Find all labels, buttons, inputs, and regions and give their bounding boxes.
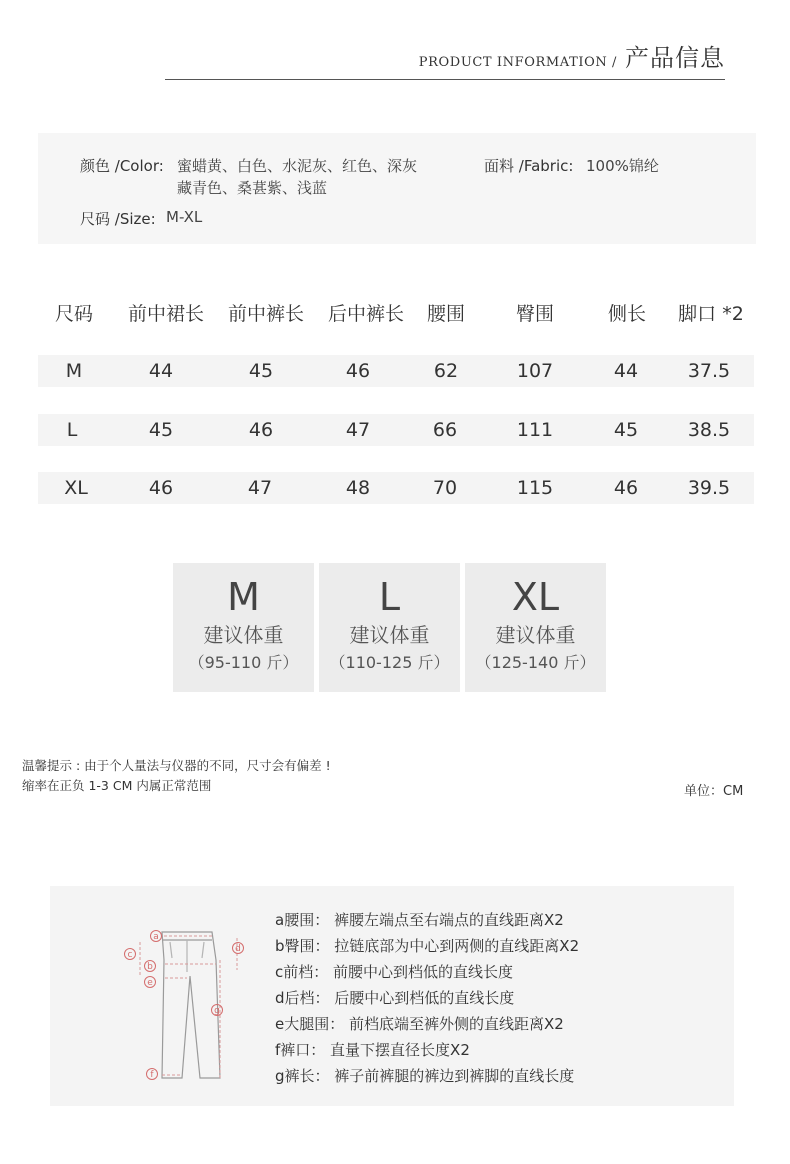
card-size: M bbox=[227, 575, 260, 619]
table-cell: 48 bbox=[345, 477, 371, 499]
table-cell: 107 bbox=[516, 360, 554, 382]
table-row bbox=[38, 414, 754, 446]
note-line-2: 缩率在正负 1-3 CM 内属正常范围 bbox=[22, 778, 212, 793]
card-size: L bbox=[378, 575, 401, 619]
size-value: M-XL bbox=[166, 208, 203, 226]
table-cell: 38.5 bbox=[687, 419, 731, 441]
weight-card-l bbox=[319, 563, 460, 692]
table-cell: 70 bbox=[432, 477, 458, 499]
table-cell: 46 bbox=[148, 477, 174, 499]
table-row bbox=[38, 355, 754, 387]
color-value-line1: 蜜蜡黄、白色、水泥灰、红色、深灰 bbox=[177, 157, 418, 175]
card-label: 建议体重 bbox=[349, 623, 430, 647]
card-size: XL bbox=[511, 575, 560, 619]
table-cell: 45 bbox=[613, 419, 639, 441]
table-cell: M bbox=[65, 360, 83, 382]
weight-card-m bbox=[173, 563, 314, 692]
table-header-cell: 前中裙长 bbox=[127, 303, 204, 325]
marker-f: f bbox=[150, 1070, 154, 1080]
table-cell: L bbox=[66, 419, 78, 441]
page-title bbox=[419, 38, 725, 73]
measure-lines bbox=[140, 936, 237, 1078]
table-cell: 47 bbox=[345, 419, 371, 441]
card-range: （125-140 斤） bbox=[475, 653, 596, 672]
table-cell: 115 bbox=[516, 477, 554, 499]
card-label: 建议体重 bbox=[203, 623, 284, 647]
legend-waist: a腰围： 裤腰左端点至右端点的直线距离X2 bbox=[275, 911, 564, 929]
marker-d: d bbox=[235, 944, 241, 954]
marker-b: b bbox=[147, 962, 153, 972]
table-row bbox=[38, 472, 754, 504]
table-header-row bbox=[38, 298, 754, 330]
table-cell: 39.5 bbox=[687, 477, 731, 499]
table-cell: 46 bbox=[613, 477, 639, 499]
table-cell: 111 bbox=[516, 419, 554, 441]
table-cell: 66 bbox=[432, 419, 458, 441]
table-header-cell: 前中裤长 bbox=[227, 303, 304, 325]
size-label: 尺码 /Size: bbox=[80, 210, 156, 228]
table-cell: 37.5 bbox=[687, 360, 731, 382]
unit-label: 单位：CM bbox=[684, 784, 744, 799]
table-header-cell: 脚口 *2 bbox=[678, 303, 744, 325]
legend-front-rise: c前档： 前腰中心到档低的直线长度 bbox=[275, 963, 514, 981]
table-header-cell: 臀围 bbox=[515, 303, 554, 325]
table-cell: 44 bbox=[148, 360, 174, 382]
table-cell: 46 bbox=[248, 419, 274, 441]
card-range: （110-125 斤） bbox=[329, 653, 450, 672]
legend-leg-opening: f裤口： 直量下摆直径长度X2 bbox=[275, 1041, 470, 1059]
table-header-cell: 侧长 bbox=[607, 303, 646, 325]
fabric-label: 面料 /Fabric: bbox=[484, 157, 574, 175]
fabric-value: 100%锦纶 bbox=[586, 157, 659, 175]
legend-back-rise: d后档： 后腰中心到档低的直线长度 bbox=[275, 989, 515, 1007]
marker-c: c bbox=[127, 950, 133, 960]
legend-hip: b臀围： 拉链底部为中心到两侧的直线距离X2 bbox=[275, 937, 580, 955]
legend-length: g裤长： 裤子前裤腿的裤边到裤脚的直线长度 bbox=[275, 1067, 575, 1085]
table-cell: 62 bbox=[433, 360, 459, 382]
table-cell: 47 bbox=[247, 477, 273, 499]
table-header-cell: 腰围 bbox=[426, 303, 465, 325]
pants-outline bbox=[162, 932, 220, 1078]
card-range: （95-110 斤） bbox=[188, 653, 299, 672]
weight-card-xl bbox=[465, 563, 606, 692]
card-label: 建议体重 bbox=[495, 623, 576, 647]
title-chinese: 产品信息 bbox=[625, 44, 725, 72]
table-cell: 45 bbox=[248, 360, 274, 382]
product-info-box bbox=[38, 133, 756, 244]
table-cell: 44 bbox=[613, 360, 639, 382]
table-cell: 45 bbox=[148, 419, 174, 441]
color-value-line2: 藏青色、桑葚紫、浅蓝 bbox=[177, 179, 328, 197]
marker-e: e bbox=[147, 978, 153, 988]
color-label: 颜色 /Color: bbox=[80, 157, 164, 175]
title-english: PRODUCT INFORMATION / bbox=[418, 55, 618, 70]
pants-diagram bbox=[120, 920, 260, 1090]
table-cell: XL bbox=[64, 477, 88, 499]
table-cell: 46 bbox=[345, 360, 371, 382]
page-header bbox=[165, 38, 725, 80]
table-header-cell: 尺码 bbox=[54, 303, 93, 325]
marker-g: g bbox=[214, 1006, 220, 1016]
note-line-1: 温馨提示 : 由于个人量法与仪器的不同，尺寸会有偏差 ! bbox=[22, 758, 331, 773]
legend-thigh: e大腿围： 前档底端至裤外侧的直线距离X2 bbox=[275, 1015, 564, 1033]
table-header-cell: 后中裤长 bbox=[327, 303, 404, 325]
marker-a: a bbox=[153, 932, 159, 942]
